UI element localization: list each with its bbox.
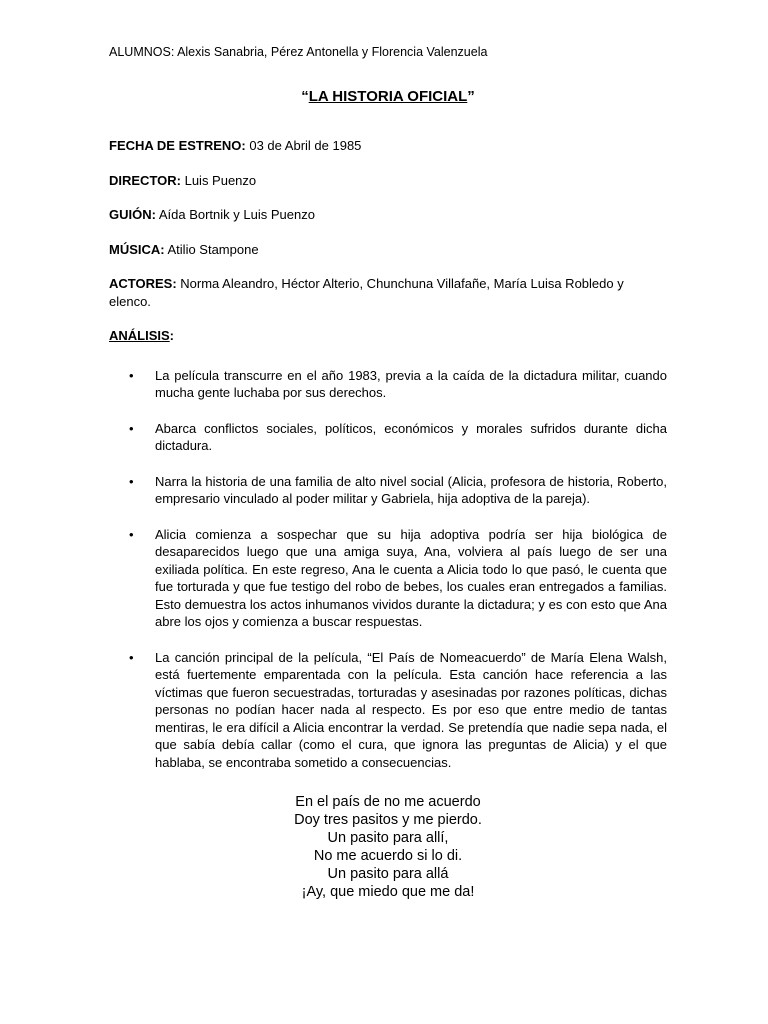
analysis-heading	[109, 327, 667, 345]
song-lyrics	[109, 793, 667, 901]
song-line: En el país de no me acuerdo	[295, 794, 481, 810]
song-line: Un pasito para allá	[327, 866, 449, 882]
bullet-icon: •	[129, 367, 134, 383]
list-item-text: Abarca conflictos sociales, políticos, económicos y morales sufridos durante dicha dictadura.	[155, 420, 667, 453]
bullet-icon: •	[129, 526, 134, 542]
list-item	[109, 649, 667, 772]
page-title	[109, 88, 667, 106]
analysis-list	[109, 367, 667, 772]
director-label: DIRECTOR:	[109, 172, 181, 188]
analysis-heading-colon: :	[169, 328, 175, 343]
music-label: MÚSICA:	[109, 241, 165, 257]
title-close-quote: ”	[467, 87, 475, 105]
bullet-icon: •	[129, 473, 134, 489]
list-item	[109, 473, 667, 508]
script-value: Aída Bortnik y Luis Puenzo	[155, 207, 315, 222]
list-item-text: La película transcurre en el año 1983, previa a la caída de la dictadura militar, cuando mucha gente luchaba por sus derechos.	[155, 367, 667, 400]
analysis-heading-text: ANÁLISIS	[109, 328, 170, 343]
music-field	[109, 241, 667, 259]
actors-value: Norma Aleandro, Héctor Alterio, Chunchuna Villafañe, María Luisa Robledo y elenco.	[109, 276, 624, 309]
list-item-text: Alicia comienza a sospechar que su hija adoptiva podría ser hija biológica de desaparecidos luego que una amiga suya, Ana, volviera al país luego de ser una exiliada política. En este regreso, Ana le cuenta a Alicia todo lo que pasó, le cuenta que fue torturada y que fue testigo del robo de bebes, los cuales eran entregados a familias. Esto demuestra los actos inhumanos vividos durante la dictadura; y es con esto que Ana abre los ojos y comienza a buscar respuestas.	[155, 526, 667, 629]
list-item-text: La canción principal de la película, “El País de Nomeacuerdo” de María Elena Walsh, está fuertemente emparentada con la película. Esta canción hace referencia a las víctimas que fueron secuestradas, torturadas y asesinadas por razones políticas, dichas personas no podían hacer nada al respecto. Es por eso que entre medio de tantas mentiras, le era difícil a Alicia encontrar la verdad. Se pretendía que nadie sepa nada, el que sabía debía callar (como el cura, que ignora las preguntas de Alicia) y el que hablaba, se encontraba sometido a consecuencias.	[155, 649, 667, 770]
bullet-icon: •	[129, 420, 134, 436]
song-line: Doy tres pasitos y me pierdo.	[294, 812, 482, 828]
title-text: LA HISTORIA OFICIAL	[308, 87, 468, 105]
song-line: Un pasito para allí,	[327, 830, 449, 846]
release-date-field	[109, 137, 667, 155]
music-value: Atilio Stampone	[164, 241, 259, 257]
director-field	[109, 172, 667, 190]
list-item	[109, 367, 667, 402]
song-line: ¡Ay, que miedo que me da!	[301, 884, 475, 900]
release-date-label: FECHA DE ESTRENO:	[109, 138, 246, 153]
students-line: ALUMNOS: Alexis Sanabria, Pérez Antonella y Florencia Valenzuela	[109, 45, 488, 59]
list-item	[109, 526, 667, 631]
list-item-text: Narra la historia de una familia de alto nivel social (Alicia, profesora de historia, Roberto, empresario vinculado al poder militar y Gabriela, hija adoptiva de la pareja).	[155, 473, 667, 506]
release-date-value: 03 de Abril de 1985	[245, 138, 362, 153]
actors-field	[109, 275, 667, 310]
bullet-icon: •	[129, 649, 134, 665]
document-body	[109, 44, 667, 901]
director-value: Luis Puenzo	[180, 172, 257, 188]
script-field	[109, 206, 667, 224]
script-label: GUIÓN:	[109, 207, 156, 222]
actors-label: ACTORES:	[109, 276, 177, 291]
title-open-quote: “	[301, 87, 309, 105]
song-line: No me acuerdo si lo di.	[313, 848, 463, 864]
list-item	[109, 420, 667, 455]
